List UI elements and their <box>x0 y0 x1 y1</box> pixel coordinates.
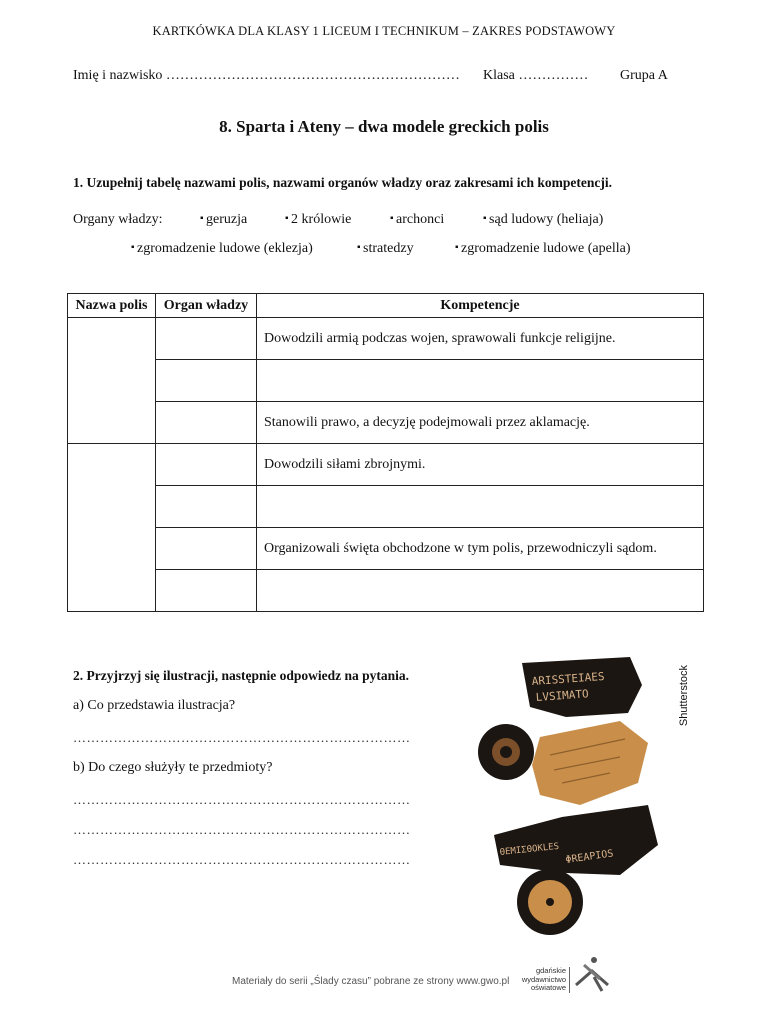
organ-option: ▪ sąd ludowy (heliaja) <box>483 212 603 228</box>
organ-cell[interactable] <box>156 318 257 360</box>
table-header-row <box>68 294 704 318</box>
polis-table <box>67 293 704 612</box>
table-row <box>68 444 704 486</box>
publisher-line: wydawnictwo <box>521 974 566 984</box>
table-row <box>68 318 704 360</box>
answer-line-b2[interactable]: ………………………………………………………………… <box>73 822 411 837</box>
task1-prompt: 1. Uzupełnij tabelę nazwami polis, nazwami organów władzy oraz zakresami ich kompetencji. <box>73 175 612 190</box>
competence-cell[interactable] <box>257 486 704 528</box>
competence-cell: Dowodzili armią podczas wojen, sprawowali funkcje religijne. <box>257 318 704 360</box>
column-header: Kompetencje <box>257 294 704 318</box>
logo-divider <box>569 967 570 993</box>
table-row <box>68 486 704 528</box>
shard-inscription: ΘEMIΣΘOKLES <box>499 841 560 858</box>
publisher-line: oświatowe <box>530 983 566 992</box>
competence-cell: Stanowili prawo, a decyzję podejmowali przez aklamację. <box>257 402 704 444</box>
organ-option: ▪ zgromadzenie ludowe (apella) <box>455 241 631 257</box>
organ-cell[interactable] <box>156 360 257 402</box>
column-header: Nazwa polis <box>68 294 156 318</box>
column-header: Organ władzy <box>156 294 257 318</box>
page-title: 8. Sparta i Ateny – dwa modele greckich polis <box>219 117 549 136</box>
competence-cell: Organizowali święta obchodzone w tym polis, przewodniczyli sądom. <box>257 528 704 570</box>
question-b: b) Do czego służyły te przedmioty? <box>73 760 273 775</box>
organ-cell[interactable] <box>156 528 257 570</box>
image-credit: Shutterstock <box>678 665 690 727</box>
question-a: a) Co przedstawia ilustracja? <box>73 698 236 713</box>
competence-cell: Dowodzili siłami zbrojnymi. <box>257 444 704 486</box>
ostrakon-shard <box>522 657 642 717</box>
organ-option: ▪ stratedzy <box>357 241 414 257</box>
answer-line-a[interactable]: ………………………………………………………………… <box>73 730 411 745</box>
student-name-field[interactable]: Imię i nazwisko ……………………………………………………… <box>73 68 460 83</box>
competence-cell[interactable] <box>257 570 704 612</box>
organ-cell[interactable] <box>156 486 257 528</box>
organs-label: Organy władzy: <box>73 212 163 227</box>
task2-prompt: 2. Przyjrzyj się ilustracji, następnie odpowiedz na pytania. <box>73 668 409 683</box>
organ-option: ▪ geruzja <box>200 212 247 228</box>
answer-line-b3[interactable]: ………………………………………………………………… <box>73 852 411 867</box>
gwo-logo-icon <box>572 953 614 995</box>
organ-option: ▪ 2 królowie <box>285 212 351 228</box>
shard-inscription: ARISSTEIAES <box>531 669 605 688</box>
table-row <box>68 402 704 444</box>
organ-cell[interactable] <box>156 570 257 612</box>
table-row <box>68 570 704 612</box>
ostrakon-shard <box>494 805 658 875</box>
organ-option: ▪ archonci <box>390 212 444 228</box>
organ-cell[interactable] <box>156 444 257 486</box>
publisher-line: gdańskie <box>535 966 566 975</box>
organ-option: ▪ zgromadzenie ludowe (eklezja) <box>131 241 313 257</box>
polis-cell[interactable] <box>68 444 156 612</box>
shard-inscription: LVSIMATO <box>535 687 590 704</box>
organ-cell[interactable] <box>156 402 257 444</box>
ostrakon-shard <box>532 721 648 805</box>
publisher-name <box>516 967 566 993</box>
table-row <box>68 360 704 402</box>
polis-cell[interactable] <box>68 318 156 444</box>
competence-cell[interactable] <box>257 360 704 402</box>
shard-inscription: ΦREAPIOS <box>564 848 615 866</box>
answer-line-b1[interactable]: ………………………………………………………………… <box>73 792 411 807</box>
table-row <box>68 528 704 570</box>
voting-token <box>478 724 534 780</box>
footer-source-text: Materiały do serii „Ślady czasu” pobrane ze strony www.gwo.pl <box>232 976 510 987</box>
student-class-field[interactable]: Klasa …………… <box>483 68 589 83</box>
group-label: Grupa A <box>620 68 668 83</box>
voting-token <box>517 869 583 935</box>
ostraka-illustration <box>470 655 665 940</box>
worksheet-header: KARTKÓWKA DLA KLASY 1 LICEUM I TECHNIKUM – ZAKRES PODSTAWOWY <box>152 24 616 38</box>
